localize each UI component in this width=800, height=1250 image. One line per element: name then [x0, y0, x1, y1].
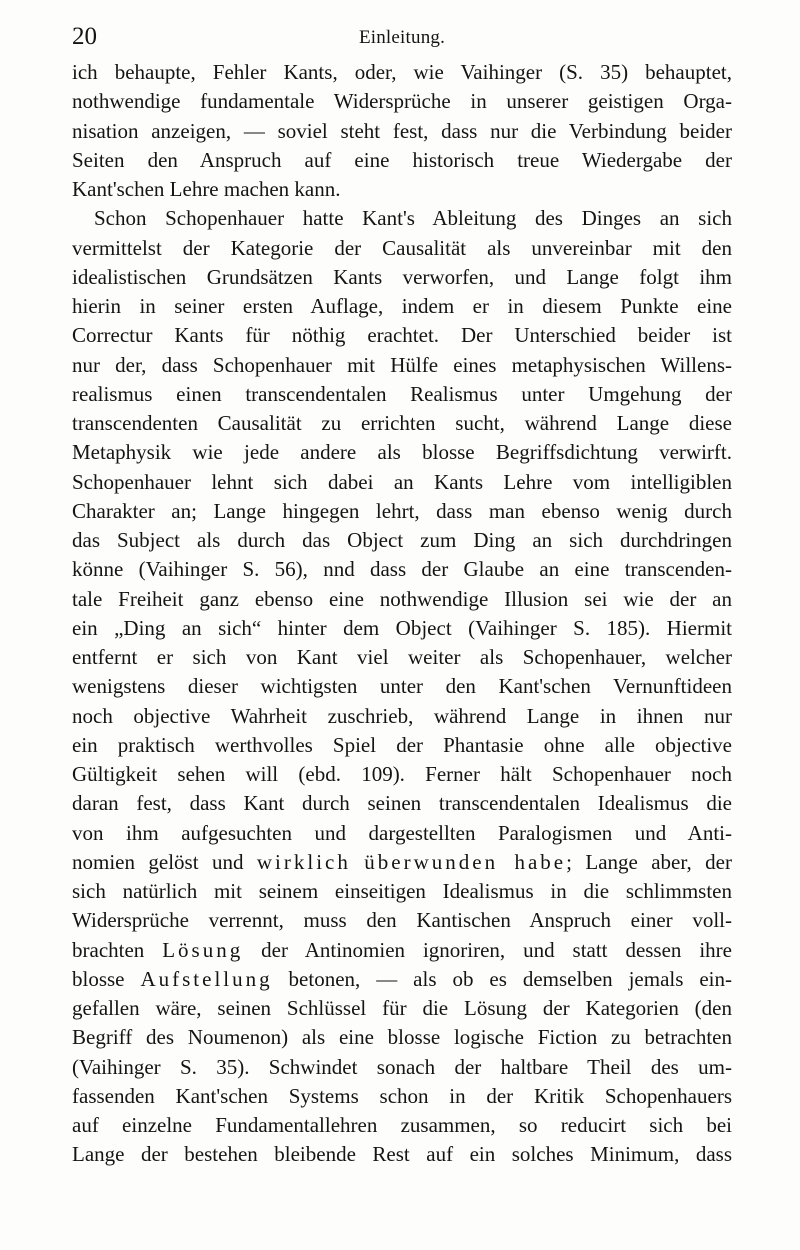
text-line: auf einzelne Fundamentallehren zusammen, so reducirt sich bei	[72, 1113, 732, 1137]
text-line: könne (Vaihinger S. 56), nnd dass der Glaube an eine transcenden-	[72, 557, 732, 582]
text-line: Gültigkeit sehen will (ebd. 109). Ferner hält Schopenhauer noch	[72, 762, 732, 786]
body-text	[72, 58, 732, 1170]
text-line	[72, 965, 732, 994]
running-title: Einleitung.	[358, 27, 446, 48]
text-fragment	[351, 850, 364, 874]
text-line: wenigstens dieser wichtigsten unter den Kant'schen Vernunftideen	[72, 674, 732, 699]
text-line: von ihm aufgesuchten und dargestellten Paralogismen und Anti-	[72, 820, 732, 845]
text-fragment: der Antinomien ignoriren, und statt dessen ihre	[243, 937, 732, 962]
text-line: tale Freiheit ganz ebenso eine nothwendige Illusion sei wie der an	[72, 586, 732, 611]
text-line: Widersprüche verrennt, muss den Kantischen Anspruch einer voll-	[72, 908, 732, 933]
text-fragment: nomien gelöst und	[72, 849, 257, 874]
text-line: Charakter an; Lange hingegen lehrt, dass man ebenso wenig durch	[72, 498, 732, 523]
spaced-emphasis: überwunden habe	[364, 849, 567, 874]
text-line	[72, 848, 732, 877]
text-line: realismus einen transcendentalen Realismus unter Umgehung der	[72, 381, 732, 406]
text-fragment: betonen, — als ob es demselben jemals ein-	[272, 966, 732, 991]
text-line: ein praktisch werthvolles Spiel der Phantasie ohne alle objective	[72, 732, 732, 757]
text-line: nothwendige fundamentale Widersprüche in unserer geistigen Orga-	[72, 89, 732, 114]
text-line: Schopenhauer lehnt sich dabei an Kants Lehre vom intelligiblen	[72, 469, 732, 494]
text-line: ein „Ding an sich“ hinter dem Object (Vaihinger S. 185). Hiermit	[72, 615, 732, 640]
page-number: 20	[72, 23, 97, 50]
text-fragment: blosse	[72, 966, 141, 991]
text-line: nisation anzeigen, — soviel steht fest, dass nur die Verbindung beider	[72, 118, 732, 143]
text-line: nur der, dass Schopenhauer mit Hülfe eines metaphysischen Willens-	[72, 352, 732, 377]
spaced-emphasis: wirklich	[256, 849, 351, 874]
text-line: Correctur Kants für nöthig erachtet. Der Unterschied beider ist	[72, 323, 732, 348]
text-line	[72, 936, 732, 965]
text-line: daran fest, dass Kant durch seinen transcendentalen Idealismus die	[72, 791, 732, 816]
text-fragment: brachten	[72, 937, 163, 962]
text-fragment: ; Lange aber, der	[566, 849, 732, 874]
text-line: Schon Schopenhauer hatte Kant's Ableitung des Dinges an sich	[94, 206, 732, 231]
text-line: entfernt er sich von Kant viel weiter als Schopenhauer, welcher	[72, 645, 732, 669]
text-line: das Subject als durch das Object zum Ding an sich durchdringen	[72, 528, 732, 552]
text-line: Lange der bestehen bleibende Rest auf ein solches Minimum, dass	[72, 1142, 732, 1167]
text-line: hierin in seiner ersten Auflage, indem er in diesem Punkte eine	[72, 294, 732, 318]
running-head	[72, 22, 732, 52]
text-line: fassenden Kant'schen Systems schon in der Kritik Schopenhauers	[72, 1083, 732, 1108]
text-line: Seiten den Anspruch auf eine historisch treue Wiedergabe der	[72, 147, 732, 172]
text-line: Metaphysik wie jede andere als blosse Begriffsdichtung verwirft.	[72, 440, 732, 465]
text-line: Kant'schen Lehre machen kann.	[72, 177, 341, 201]
spaced-emphasis: Aufstellung	[140, 966, 273, 991]
text-line: gefallen wäre, seinen Schlüssel für die Lösung der Kategorien (den	[72, 996, 732, 1020]
text-line: (Vaihinger S. 35). Schwindet sonach der haltbare Theil des um-	[72, 1054, 732, 1079]
text-line: idealistischen Grundsätzen Kants verworfen, und Lange folgt ihm	[72, 264, 732, 289]
text-line: Begriff des Noumenon) als eine blosse logische Fiction zu betrachten	[72, 1025, 732, 1050]
text-line: ich behaupte, Fehler Kants, oder, wie Vaihinger (S. 35) behauptet,	[72, 60, 732, 84]
spaced-emphasis: Lösung	[162, 937, 244, 962]
text-line: sich natürlich mit seinem einseitigen Idealismus in die schlimmsten	[72, 879, 732, 903]
text-line: noch objective Wahrheit zuschrieb, während Lange in ihnen nur	[72, 703, 732, 728]
text-line: vermittelst der Kategorie der Causalität als unvereinbar mit den	[72, 235, 732, 260]
text-line: transcendenten Causalität zu errichten sucht, während Lange diese	[72, 411, 732, 435]
